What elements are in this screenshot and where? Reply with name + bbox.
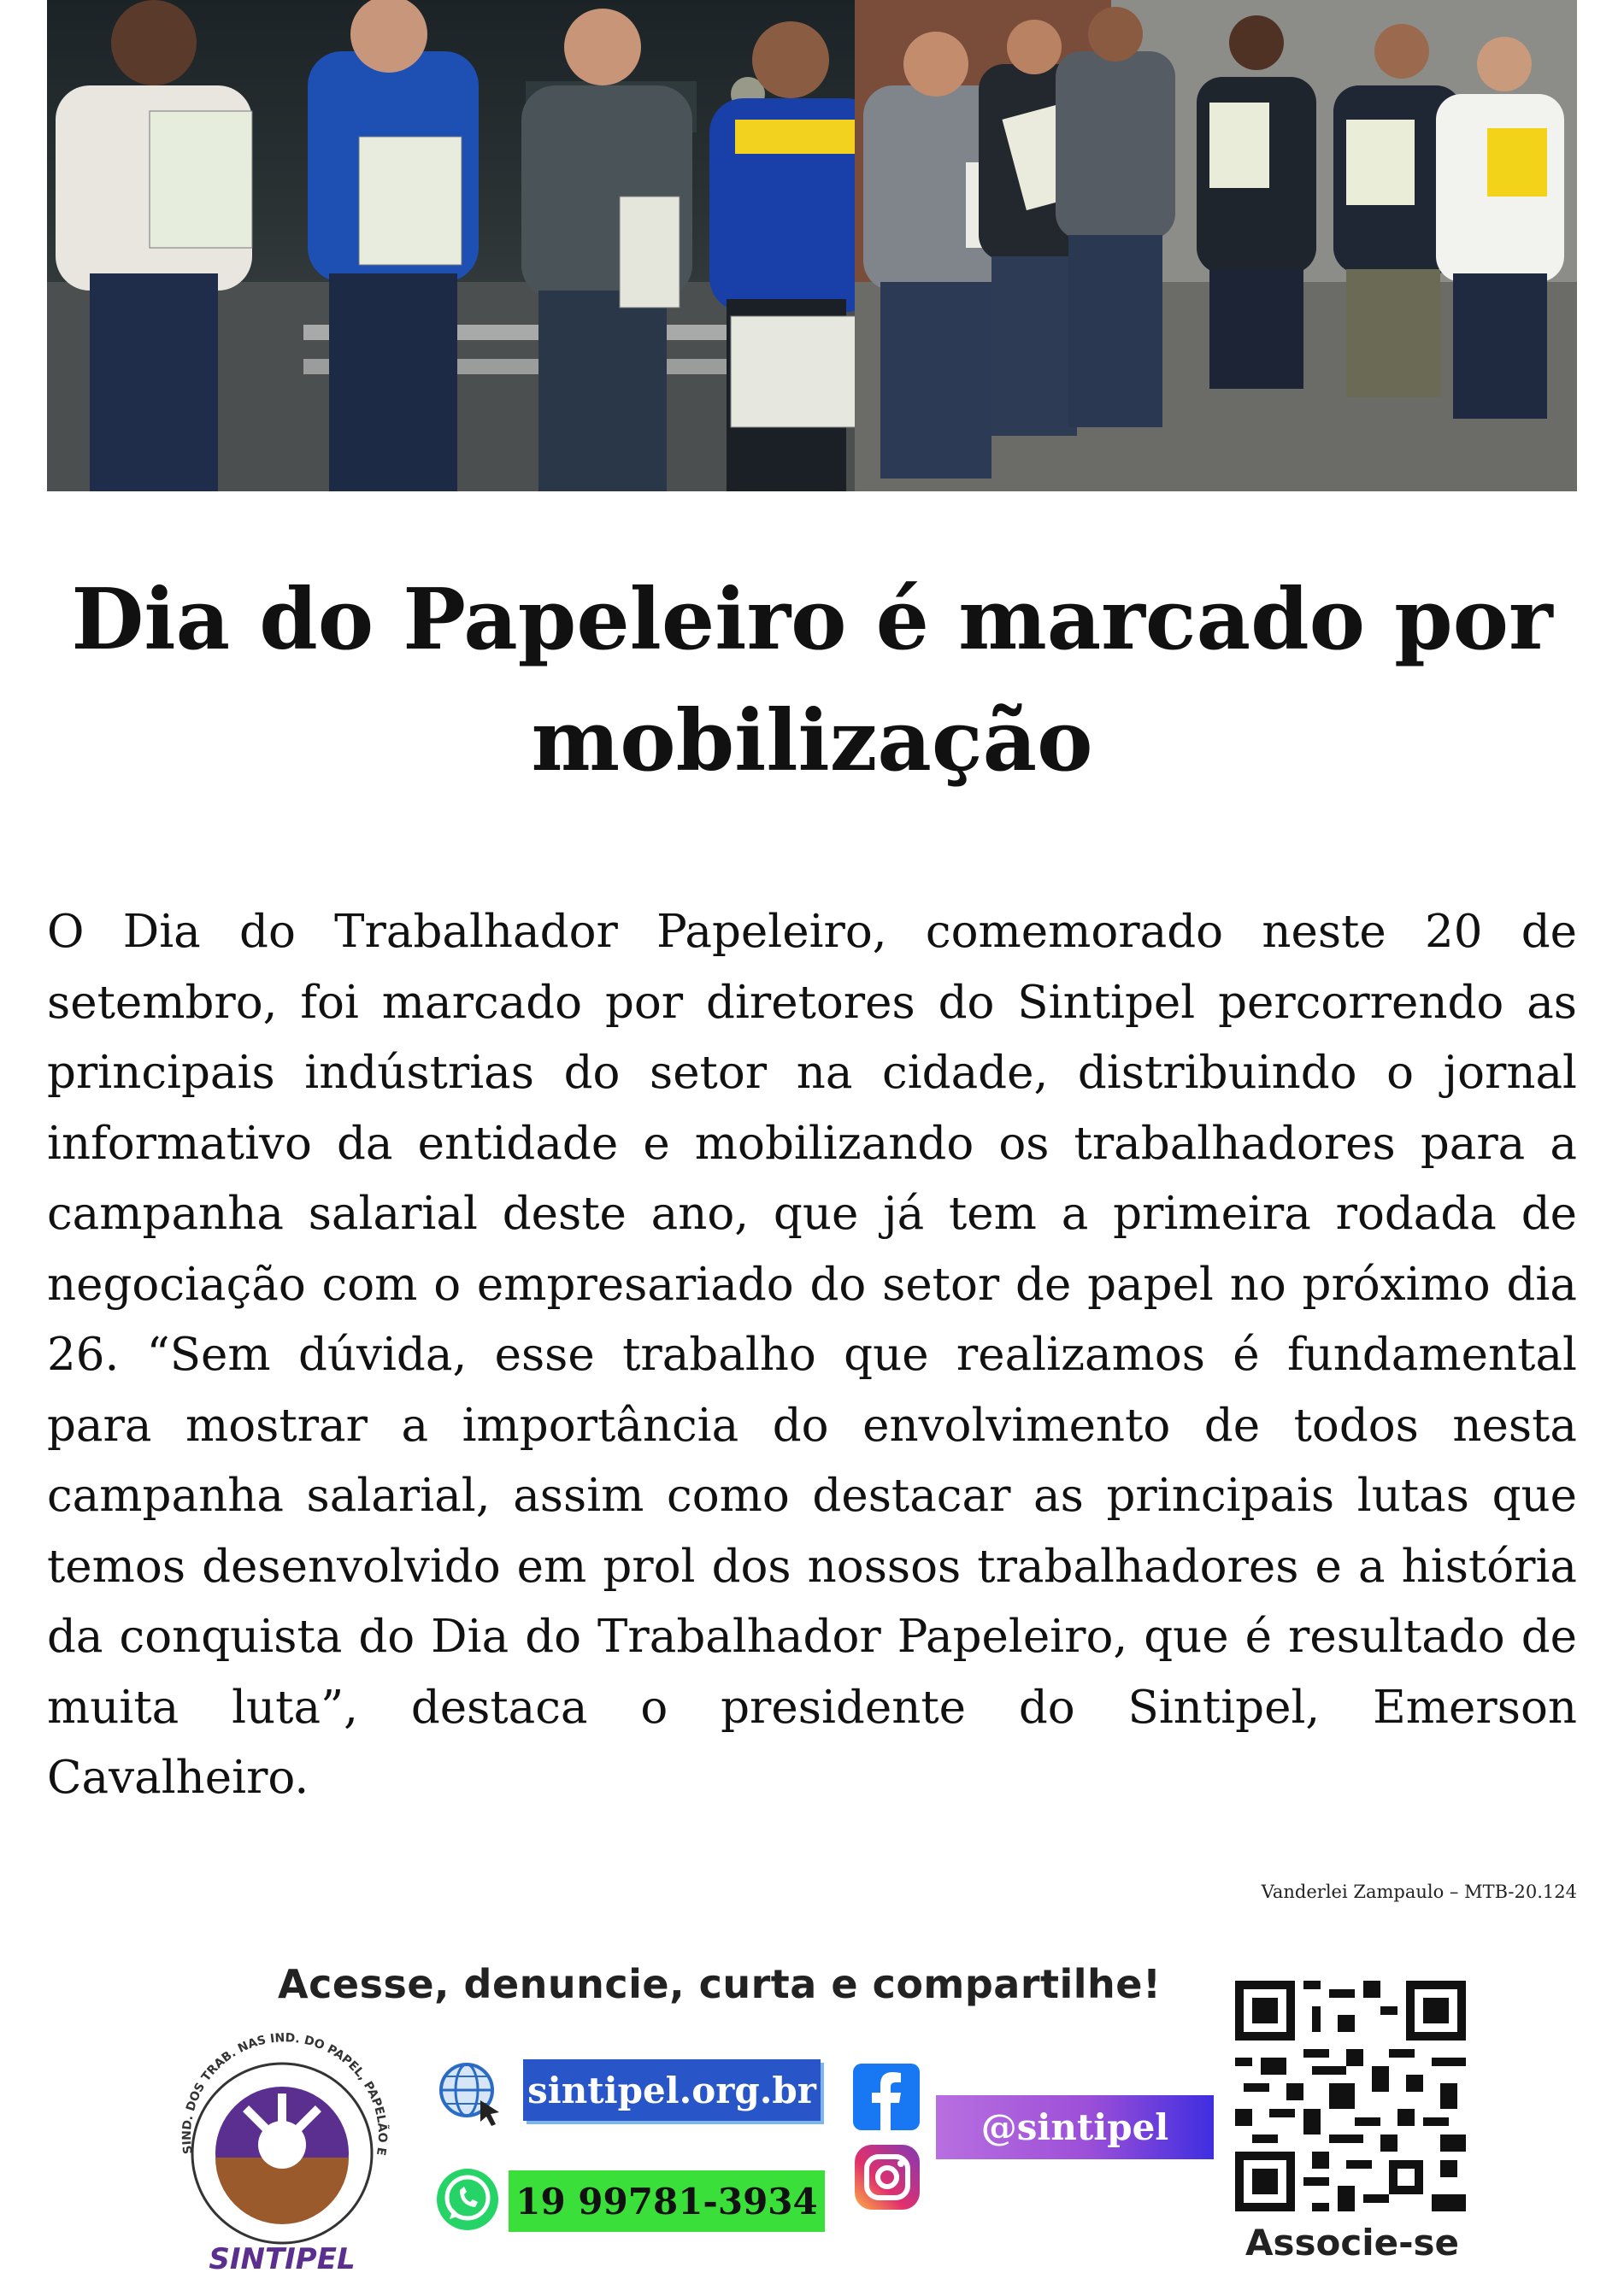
social-handle[interactable]: @sintipel xyxy=(936,2095,1214,2159)
call-to-action: Acesse, denuncie, curta e compartilhe! xyxy=(278,1961,1162,2007)
article-body: O Dia do Trabalhador Papeleiro, comemorado neste 20 de setembro, foi marcado por diretores do Sintipel percorrendo as principais indústrias do setor na cidade, distribuindo o jornal informativo da entidade e mobilizando os trabalhadores para a campanha salarial deste ano, que já tem a primeira rodada de negociação com o empresariado do setor de papel no próximo dia 26. “Sem dúvida, esse trabalho que realizamos é fundamental para mostrar a importância do envolvimento de todos nesta campanha salarial, assim como destacar as principais lutas que temos desenvolvido em prol dos nossos trabalhadores e a história da conquista do Dia do Trabalhador Papeleiro, que é resultado de muita luta”, destaca o presidente do Sintipel, Emerson Cavalheiro. xyxy=(47,906,1577,1804)
logo-name: SINTIPEL xyxy=(209,2242,356,2276)
photo-directors-factory-gate xyxy=(855,0,1577,491)
headline: Dia do Papeleiro é marcado por mobilização xyxy=(71,571,1553,790)
photo-strip xyxy=(47,0,1577,491)
photo-directors-night xyxy=(47,0,855,491)
join-label: Associe-se xyxy=(1244,2222,1460,2264)
facebook-icon[interactable] xyxy=(853,2064,920,2130)
whatsapp-phone[interactable]: 19 99781-3934 xyxy=(509,2170,825,2232)
logo-ring-text: SIND. DOS TRAB. NAS IND. DO PAPEL, PAPELÃO E xyxy=(180,2031,390,2157)
globe-icon xyxy=(436,2059,504,2128)
qr-code[interactable] xyxy=(1235,1981,1466,2211)
sintipel-logo xyxy=(158,2017,406,2281)
whatsapp-icon xyxy=(434,2166,501,2233)
instagram-icon[interactable] xyxy=(853,2143,921,2211)
author-credit: Vanderlei Zampaulo – MTB-20.124 xyxy=(1261,1882,1577,1902)
website-link[interactable]: sintipel.org.br xyxy=(523,2059,821,2121)
